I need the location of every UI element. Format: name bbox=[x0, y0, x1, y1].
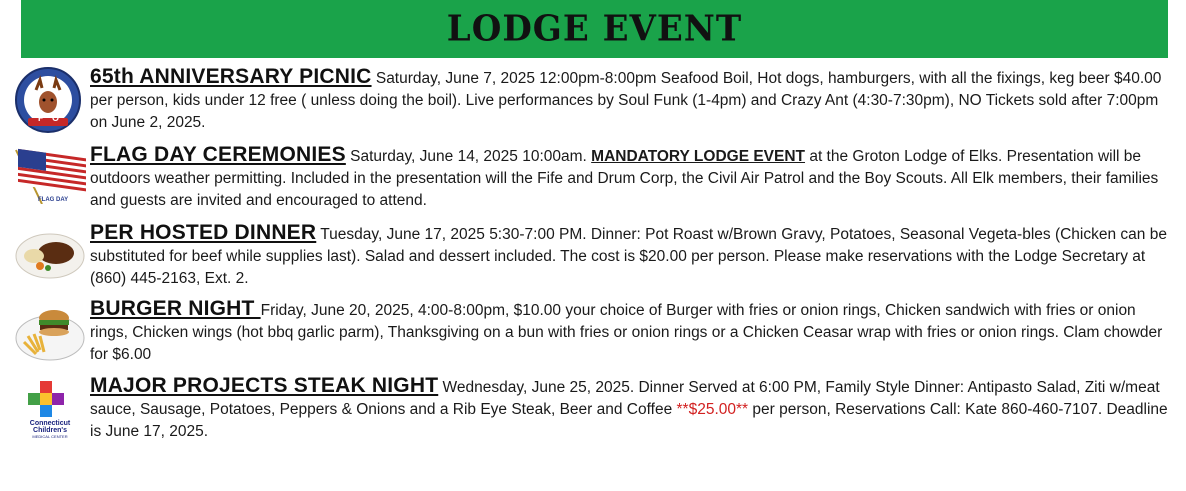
event-body-end: per person, Reservations Call: Kate 860-460-7107. Deadline is June 17, 2025. bbox=[90, 401, 1168, 440]
event-title: BURGER NIGHT bbox=[90, 297, 261, 320]
event-body: Friday, June 20, 2025, 4:00-8:00pm, $10.00 your choice of Burger with fries or onion rings, Chicken sandwich with fries or onion rings, Chicken wings (hot bbq garlic parm), Thanksgiving on a bun with fries or onion rings or a Chicken Ceasar wrap with fries or onion rings. Clam chowder for $6.00 bbox=[90, 302, 1163, 363]
event-title: 65th ANNIVERSARY PICNIC bbox=[90, 65, 372, 88]
price-highlight: **$25.00** bbox=[676, 401, 749, 418]
event-description bbox=[90, 222, 1172, 290]
logo-line-2: Children's bbox=[33, 427, 67, 434]
pot-roast-plate-icon bbox=[14, 226, 86, 280]
event-body-start: Wednesday, June 25, 2025. Dinner Served at 6:00 PM, Family Style Dinner: Antipasto Salad, Ziti w/meat sauce, Sausage, Potatoes, Peppers & Onions and a Rib Eye Steak, Beer and Coffee bbox=[90, 379, 1160, 418]
event-title: PER HOSTED DINNER bbox=[90, 221, 317, 244]
flag-day-caption: FLAG DAY bbox=[38, 197, 69, 203]
event-description bbox=[90, 144, 1172, 212]
event-body-end: at the Groton Lodge of Elks. Presentation will be outdoors weather permitting. Included in the presentation will the Fife and Drum Corp, the Civil Air Patrol and the Boy Scouts. All Elk members, their families and guests are invited and encouraged to attend. bbox=[90, 148, 1159, 209]
emblem-letter-e: E bbox=[59, 106, 66, 116]
emblem-letter-b: B bbox=[32, 106, 39, 116]
event-description bbox=[90, 66, 1172, 134]
emblem-letter-o: O bbox=[52, 113, 60, 123]
event-body-start: Saturday, June 14, 2025 10:00am. bbox=[345, 148, 592, 165]
event-title: MAJOR PROJECTS STEAK NIGHT bbox=[90, 374, 439, 397]
american-flag-icon bbox=[12, 146, 90, 204]
elks-emblem-icon bbox=[14, 66, 82, 134]
event-title: FLAG DAY CEREMONIES bbox=[90, 143, 346, 166]
header-banner bbox=[21, 0, 1168, 58]
logo-line-1: Connecticut bbox=[29, 420, 71, 427]
connecticut-childrens-logo-icon bbox=[12, 379, 88, 441]
event-body: Saturday, June 7, 2025 12:00pm-8:00pm Seafood Boil, Hot dogs, hamburgers, with all the fixings, keg beer $40.00 per person, kids under 12 free ( unless doing the boil). Live performances by Soul Funk (1-4pm) and Crazy Ant (4:30-7:30pm), NO Tickets sold after 7:00pm on June 2, 2025. bbox=[90, 70, 1162, 131]
event-description bbox=[90, 298, 1172, 366]
burger-plate-icon bbox=[14, 300, 86, 362]
event-description bbox=[90, 375, 1172, 443]
mandatory-notice: MANDATORY LODGE EVENT bbox=[591, 148, 806, 165]
logo-line-3: MEDICAL CENTER bbox=[32, 434, 68, 439]
event-body: Tuesday, June 17, 2025 5:30-7:00 PM. Dinner: Pot Roast w/Brown Gravy, Potatoes, Seasonal Vegeta-bles (Chicken can be substituted for beef while supplies last). Salad and dessert included. The cost is $20.00 per person. Please make reservations with the Lodge Secretary at (860) 445-2163, Ext. 2. bbox=[90, 226, 1167, 287]
page-title: LODGE EVENT bbox=[446, 8, 743, 50]
emblem-letter-p: P bbox=[38, 113, 45, 123]
